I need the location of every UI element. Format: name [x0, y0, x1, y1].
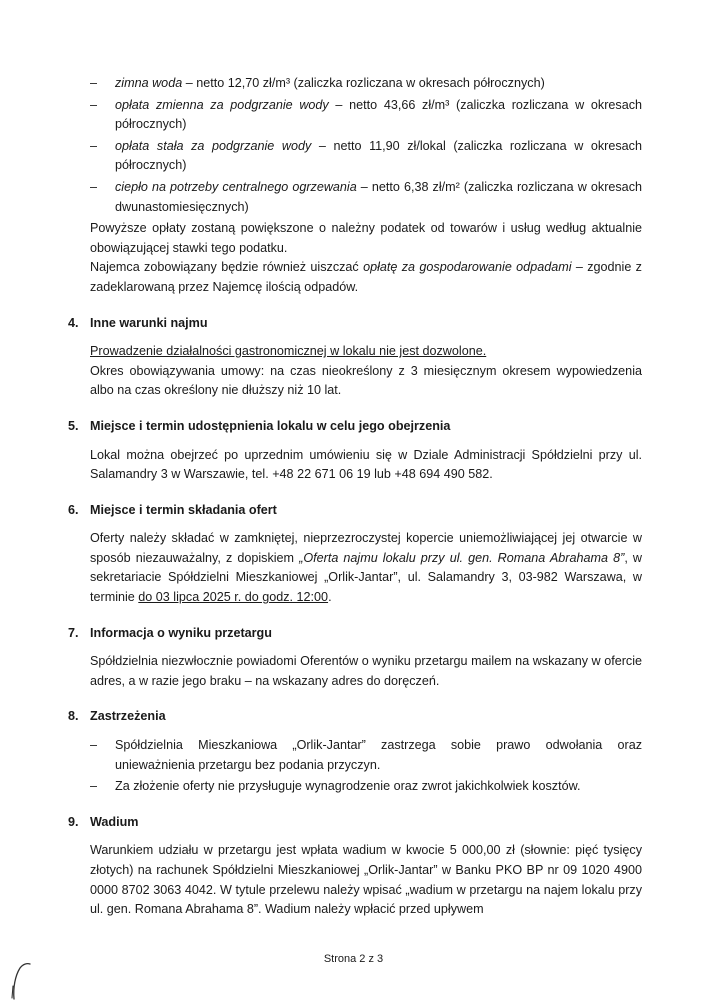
dash-bullet: –	[90, 179, 98, 194]
fee-name: ciepło na potrzeby centralnego ogrzewania	[115, 179, 357, 194]
fee-name: zimna woda	[115, 76, 183, 90]
section-4-heading	[68, 314, 620, 334]
fee-name: opłata stała za podgrzanie wody	[115, 138, 312, 153]
waste-before: Najemca zobowiązany będzie również uiszczać	[90, 260, 364, 275]
offer-text-end: .	[328, 590, 332, 605]
offer-annotation: „Oferta najmu lokalu przy ul. gen. Romana Abrahama 8”	[299, 550, 625, 565]
reservation-text: Spółdzielnia Mieszkaniowa „Orlik-Jantar” zastrzega sobie prawo odwołania oraz unieważnienia przetargu bez podania przyczyn.	[115, 738, 642, 772]
section-number: 4.	[68, 315, 79, 330]
fee-item-cold-water	[90, 74, 642, 94]
dash-bullet: –	[90, 138, 98, 153]
dash-bullet: –	[90, 76, 98, 90]
section-title: Inne warunki najmu	[90, 315, 208, 330]
deposit-text: Warunkiem udziału w przetargu jest wpłata wadium w kwocie 5 000,00 zł (słownie: pięć tysięcy złotych) na rachunek Spółdzielni Mieszkaniowej „Orlik-Jantar” w Banku PKO BP nr 09 1020 4900 0000 8702 3063 4042. W tytule przelewu należy wpisać „wadium w przetargu na najem lokalu przy ul. gen. Romana Abrahama 8”. Wadium należy wpłacić przed upływem	[90, 843, 642, 917]
fee-text: – netto 43,66 zł/m³ (zaliczka rozliczana w okresach półrocznych)	[115, 97, 642, 132]
dash-bullet: –	[90, 779, 98, 794]
dash-bullet: –	[90, 738, 98, 753]
contract-period-text: Okres obowiązywania umowy: na czas nieokreślony z 3 miesięcznym okresem wypowiedzenia albo na czas określony nie dłuższy niż 10 lat.	[90, 363, 642, 398]
page-content	[68, 74, 642, 920]
offer-text-middle: , w sekretariacie Spółdzielni Mieszkaniowej „Orlik-Jantar”, ul. Salamandry 3, 03-982 Warszawa, w terminie	[90, 550, 642, 605]
result-info-text: Spółdzielnia niezwłocznie powiadomi Oferentów o wyniku przetargu mailem na wskazany w ofercie adres, a w razie jego braku – na wskazany adres do doręczeń.	[90, 654, 642, 688]
section-title: Wadium	[90, 814, 139, 829]
section-number: 5.	[68, 418, 79, 433]
section-9-heading	[68, 813, 620, 833]
gastronomy-prohibition: Prowadzenie działalności gastronomicznej w lokalu nie jest dozwolone.	[90, 344, 487, 359]
fee-text: – netto 6,38 zł/m² (zaliczka rozliczana w okresach dwunastomiesięcznych)	[115, 179, 642, 214]
fee-text: – netto 11,90 zł/lokal (zaliczka rozliczana w okresach półrocznych)	[115, 138, 642, 173]
section-number: 7.	[68, 625, 79, 640]
waste-italic: opłatę za gospodarowanie odpadami	[363, 260, 572, 275]
section-title: Zastrzeżenia	[90, 709, 166, 724]
waste-fee-paragraph	[90, 258, 642, 297]
reservation-item	[90, 736, 642, 775]
section-7-heading	[68, 624, 620, 644]
section-title: Miejsce i termin składania ofert	[90, 502, 277, 517]
initials-mark-icon	[6, 962, 32, 1000]
dash-bullet: –	[90, 97, 98, 112]
page-footer: Strona 2 z 3	[323, 953, 384, 965]
offer-deadline: do 03 lipca 2025 r. do godz. 12:00	[138, 590, 329, 605]
section-number: 6.	[68, 502, 79, 517]
fee-item-variable-heating	[90, 96, 642, 135]
fee-name: opłata zmienna za podgrzanie wody	[115, 97, 329, 112]
reservation-text: Za złożenie oferty nie przysługuje wynagrodzenie oraz zwrot jakichkolwiek kosztów.	[115, 779, 581, 794]
offer-text-before: Oferty należy składać w zamkniętej, nieprzezroczystej kopercie uniemożliwiającej jej otwarcie w sposób niezauważalny, z dopiskiem	[90, 531, 642, 565]
fee-item-fixed-heating	[90, 137, 642, 176]
fees-vat-note: Powyższe opłaty zostaną powiększone o należny podatek od towarów i usług według aktualnie obowiązującej stawki tego podatku.	[90, 221, 642, 255]
waste-after: – zgodnie z zadeklarowaną przez Najemcę ilością odpadów.	[90, 260, 642, 294]
section-8-heading	[68, 707, 620, 727]
offer-submission-text	[90, 529, 642, 607]
fees-list	[90, 74, 642, 217]
section-number: 9.	[68, 814, 79, 829]
section-title: Miejsce i termin udostępnienia lokalu w celu jego obejrzenia	[90, 418, 451, 433]
viewing-text: Lokal można obejrzeć po uprzednim umówieniu się w Dziale Administracji Spółdzielni przy ul. Salamandry 3 w Warszawie, tel. +48 22 671 06 19 lub +48 694 490 582.	[90, 447, 642, 482]
section-6-heading	[68, 501, 620, 521]
reservations-list	[90, 736, 642, 797]
fee-text: – netto 12,70 zł/m³ (zaliczka rozliczana w okresach półrocznych)	[182, 76, 545, 90]
reservation-item	[90, 777, 642, 797]
section-number: 8.	[68, 709, 79, 724]
section-5-heading	[68, 417, 620, 437]
fee-item-central-heating	[90, 178, 642, 217]
section-title: Informacja o wyniku przetargu	[90, 625, 272, 640]
